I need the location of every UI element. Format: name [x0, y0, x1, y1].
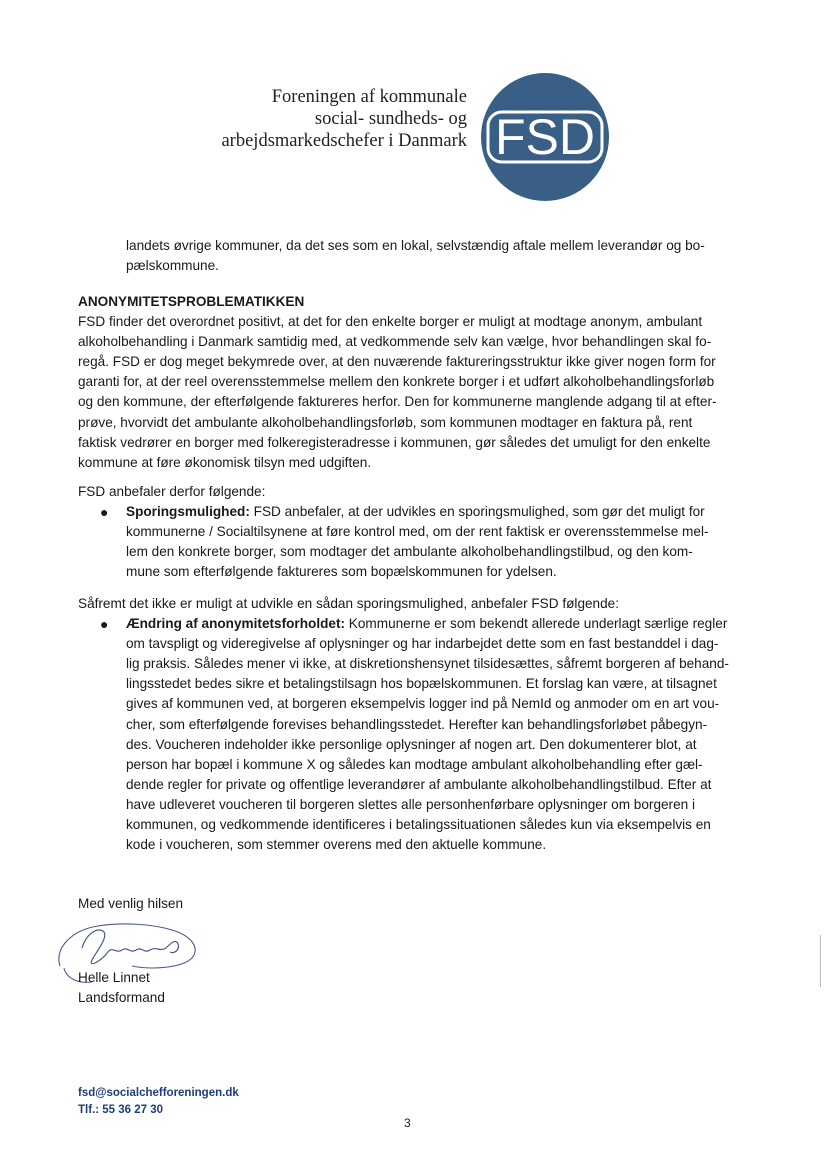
signatory-block — [78, 968, 750, 1008]
bullet-icon: ● — [100, 616, 109, 633]
text-line: om tavspligt og videregivelse af oplysninger og har indarbejdet dette som en fast bestanddel i dag- — [126, 636, 719, 652]
bullet-item-anonymity — [78, 614, 750, 634]
text-line: dende regler for private og offentlige leverandører af ambulante alkoholbehandlingstilbud. Efter at — [126, 776, 712, 792]
org-name-line-2: social- sundheds- og — [314, 109, 467, 129]
fsd-logo — [478, 70, 612, 204]
text-line: alkoholbehandling i Danmark samtidig med, at vedkommende selv kan vælge, hvor behandlingen skal fo- — [78, 334, 712, 350]
logo-text: FSD — [495, 109, 595, 165]
org-name-line-3: arbejdsmarkedschefer i Danmark — [221, 131, 467, 151]
text-line: landets øvrige kommuner, da det ses som en lokal, selvstændig aftale mellem leverandør og bo- — [126, 238, 705, 253]
text-line: faktisk vedrører en borger med folkeregisteradresse i kommunen, gør således det umuligt for den enkelte — [78, 434, 711, 450]
greeting: Med venlig hilsen — [78, 896, 184, 911]
text-line: regå. FSD er dog meget bekymrede over, at den nuværende faktureringsstruktur ikke giver nogen form for — [78, 354, 716, 370]
text-line: garanti for, at der reel overensstemmelse mellem den konkrete borger i et udført alkoholbehandlingsforløb — [78, 374, 715, 390]
alt-intro: Såfremt det ikke er muligt at udvikle en sådan sporingsmulighed, anbefaler FSD følgende: — [78, 596, 620, 611]
intro-continuation — [78, 236, 750, 276]
text-line: gives af kommunen ved, at borgeren eksempelvis logger ind på NemId og anmoder om en art vou- — [126, 696, 720, 712]
text-line: lem den konkrete borger, som modtager det ambulante alkoholbehandlingstilbud, og den kom- — [126, 544, 693, 560]
section-heading: ANONYMITETSPROBLEMATIKKEN — [78, 294, 305, 309]
bullet-item-tracking — [78, 502, 750, 522]
text-line: pælskommune. — [126, 258, 219, 274]
text-line: kode i voucheren, som stemmer overens med den aktuelle kommune. — [126, 837, 547, 853]
scan-edge-mark — [820, 935, 821, 987]
bullet-heading: Ændring af anonymitetsforholdet: — [126, 616, 346, 632]
text-line: kommune at føre økonomisk tilsyn med udgiften. — [78, 454, 372, 470]
recommendation-block — [78, 482, 750, 582]
alternative-block — [78, 594, 750, 855]
contact-phone: Tlf.: 55 36 27 30 — [78, 1104, 164, 1116]
org-name-line-1: Foreningen af kommunale — [271, 87, 467, 107]
page-number: 3 — [404, 1116, 411, 1130]
bullet-icon: ● — [100, 504, 109, 521]
text-line: person har bopæl i kommune X og således kan modtage ambulant alkoholbehandling efter gæl- — [126, 756, 703, 772]
text-line: kommunen, og vedkommende identificeres i betalingssituationen således kun via eksempelvis en — [126, 817, 711, 833]
text-line: FSD finder det overordnet positivt, at det for den enkelte borger er muligt at modtage anonym, ambulant — [78, 314, 703, 330]
text-line: have udleveret voucheren til borgeren slettes alle personhenførbare oplysninger om borgeren i — [126, 796, 696, 812]
contact-block — [78, 1085, 239, 1119]
contact-email[interactable]: fsd@socialchefforeningen.dk — [78, 1087, 239, 1099]
text-line: des. Voucheren indeholder ikke personlige oplysninger af nogen art. Den dokumenterer blot, at — [126, 736, 697, 752]
signatory-title: Landsformand — [78, 990, 165, 1006]
text-line: lingsstedet bedes sikre et betalingstilsagn hos bopælskommunen. Et forslag kan være, at tilsagnet — [126, 676, 717, 692]
signatory-name: Helle Linnet — [78, 970, 150, 985]
anonymity-section — [78, 292, 750, 473]
text-line: prøve, hvorvidt det ambulante alkoholbehandlingsforløb, som kommunen modtager en faktura på, rent — [78, 414, 693, 430]
text-line: og den kommune, der efterfølgende faktureres herfor. Den for kommunerne manglende adgang til at efter- — [78, 394, 717, 410]
text-line: Kommunerne er som bekendt allerede underlagt særlige regler — [345, 616, 728, 632]
organization-name — [221, 86, 467, 152]
text-line: mune som efterfølgende faktureres som bopælskommunen for ydelsen. — [126, 564, 557, 580]
recommend-intro: FSD anbefaler derfor følgende: — [78, 484, 266, 499]
text-line: FSD anbefaler, at der udvikles en sporingsmulighed, som gør det muligt for — [249, 504, 705, 520]
text-line: kommunerne / Socialtilsynene at føre kontrol med, om der rent faktisk er overensstemmelse mel- — [126, 524, 709, 540]
text-line: cher, som efterfølgende forevises behandlingsstedet. Herefter kan behandlingsforløbet påbegyn- — [126, 716, 708, 732]
text-line: lig praksis. Således mener vi ikke, at diskretionshensynet tilsidesættes, såfremt borgeren af behand- — [126, 656, 729, 672]
bullet-heading: Sporingsmulighed: — [126, 504, 250, 520]
